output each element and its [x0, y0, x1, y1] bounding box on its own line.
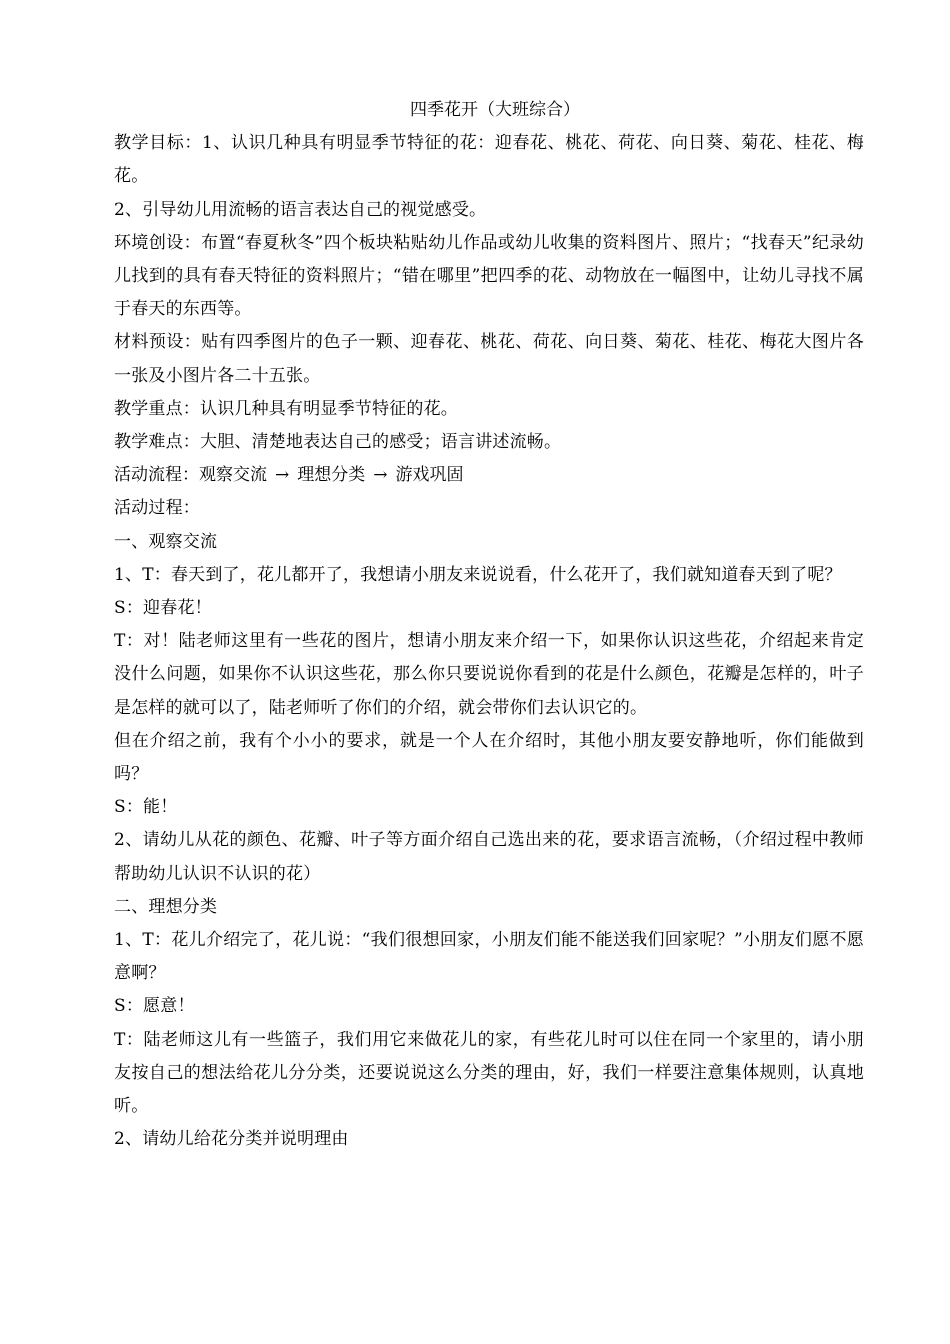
environment-setup: 环境创设：布置“春夏秋冬”四个板块粘贴幼儿作品或幼儿收集的资料图片、照片；“找春天”纪录幼儿找到的具有春天特征的资料照片；“错在哪里”把四季的花、动物放在一幅图中，让幼儿寻找不属于春天的东西等。: [114, 232, 864, 320]
section-1-step-2: 2、请幼儿从花的颜色、花瓣、叶子等方面介绍自己选出来的花，要求语言流畅，（介绍过程中教师帮助幼儿认识不认识的花）: [114, 830, 864, 884]
section-1-answer-3: S：能！: [114, 797, 178, 818]
activity-flow-label: 活动流程：: [114, 465, 199, 486]
activity-flow: [114, 459, 864, 492]
section-2-heading: 二、理想分类: [114, 896, 218, 917]
section-2-step-2: 2、请幼儿给花分类并说明理由: [114, 1129, 349, 1150]
section-1-teacher-3: 但在介绍之前，我有个小小的要求，就是一个人在介绍时，其他小朋友要安静地听，你们能做到吗？: [114, 730, 864, 785]
activity-process-label: 活动过程：: [114, 498, 200, 519]
document-page: [114, 94, 864, 1157]
section-2-question-1: 1、T：花儿介绍完了，花儿说：“我们很想回家，小朋友们能不能送我们回家呢？”小朋友们愿不愿意啊？: [114, 930, 864, 984]
flow-arrow-1: →: [275, 465, 290, 486]
teaching-key-point: 教学重点：认识几种具有明显季节特征的花。: [114, 398, 458, 419]
section-1-question-1: 1、T：春天到了，花儿都开了，我想请小朋友来说说看，什么花开了，我们就知道春天到了呢？: [114, 564, 842, 585]
flow-step-game: 游戏巩固: [395, 465, 464, 486]
document-title: 四季花开（大班综合）: [410, 100, 580, 120]
flow-arrow-2: →: [373, 465, 388, 486]
materials-preset: 材料预设：贴有四季图片的色子一颗、迎春花、桃花、荷花、向日葵、菊花、桂花、梅花大图片各一张及小图片各二十五张。: [114, 332, 864, 386]
section-1-teacher-2: T：对！陆老师这里有一些花的图片，想请小朋友来介绍一下，如果你认识这些花，介绍起来肯定没什么问题，如果你不认识这些花，那么你只要说说你看到的花是什么颜色，花瓣是怎样的，叶子是怎样的就可以了，陆老师听了你们的介绍，就会带你们去认识它的。: [114, 631, 864, 718]
section-1-heading: 一、观察交流: [114, 531, 218, 552]
teaching-difficulty: 教学难点：大胆、清楚地表达自己的感受；语言讲述流畅。: [114, 432, 562, 453]
flow-step-classify: 理想分类: [297, 465, 366, 486]
section-1-answer-1: S：迎春花！: [114, 598, 212, 619]
section-2-answer-1: S：愿意！: [114, 996, 195, 1017]
flow-step-observe: 观察交流: [199, 465, 267, 486]
teaching-goal-1: 教学目标：1、认识几种具有明显季节特征的花：迎春花、桃花、荷花、向日葵、菊花、桂花、梅花。: [114, 133, 864, 187]
section-2-teacher-2: T：陆老师这儿有一些篮子，我们用它来做花儿的家，有些花儿时可以住在同一个家里的，请小朋友按自己的想法给花儿分分类，还要说说这么分类的理由，好，我们一样要注意集体规则，认真地听。: [114, 1029, 864, 1117]
teaching-goal-2: 2、引导幼儿用流畅的语言表达自己的视觉感受。: [114, 199, 487, 220]
